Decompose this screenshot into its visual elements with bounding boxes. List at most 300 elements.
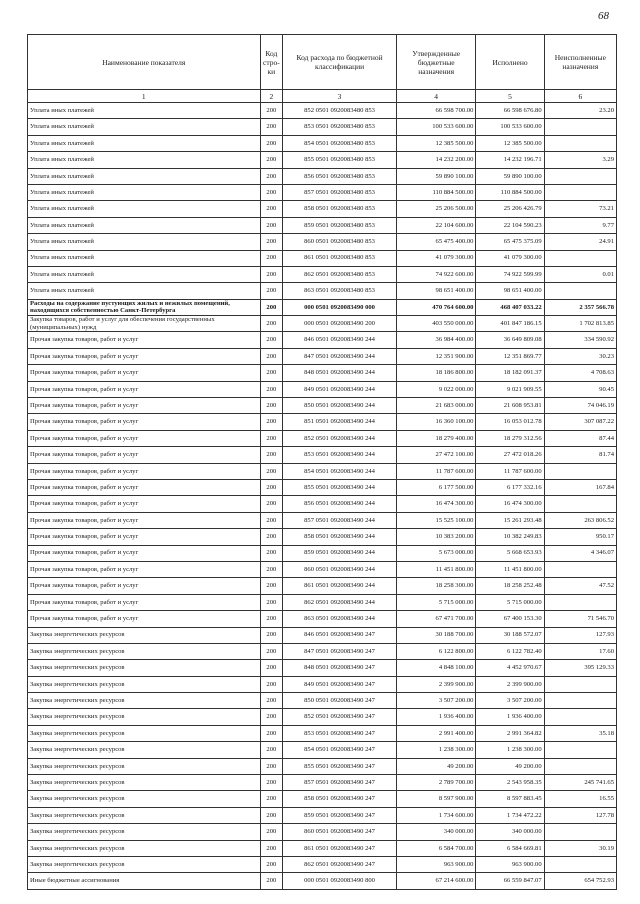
cell-unexecuted (544, 693, 616, 709)
column-number-row (28, 90, 617, 103)
cell-approved: 14 232 200.00 (396, 152, 476, 168)
cell-expense-code: 000 0501 0920083490 800 (283, 873, 397, 889)
cell-approved: 18 279 400.00 (396, 430, 476, 446)
cell-executed: 74 922 599.99 (476, 266, 544, 282)
cell-executed: 18 279 312.56 (476, 430, 544, 446)
cell-approved: 100 533 600.00 (396, 119, 476, 135)
cell-expense-code: 846 0501 0920083490 244 (283, 332, 397, 348)
table-row (28, 611, 617, 627)
cell-expense-code: 857 0501 0920083490 247 (283, 775, 397, 791)
cell-line-code: 200 (260, 496, 283, 512)
cell-unexecuted (544, 184, 616, 200)
cell-approved: 41 079 300.00 (396, 250, 476, 266)
cell-unexecuted: 81.74 (544, 447, 616, 463)
cell-line-code: 200 (260, 135, 283, 151)
cell-approved: 11 787 600.00 (396, 463, 476, 479)
cell-line-code: 200 (260, 824, 283, 840)
cell-expense-code: 848 0501 0920083490 244 (283, 365, 397, 381)
header-approved: Утвержденные бюджетные назначения (396, 35, 476, 90)
cell-expense-code: 856 0501 0920083480 853 (283, 168, 397, 184)
cell-unexecuted: 30.23 (544, 348, 616, 364)
cell-expense-code: 861 0501 0920083480 853 (283, 250, 397, 266)
cell-indicator-name: Прочая закупка товаров, работ и услуг (28, 430, 261, 446)
cell-approved: 98 651 400.00 (396, 283, 476, 299)
cell-unexecuted: 90.45 (544, 381, 616, 397)
header-unexecuted: Неисполненные назначения (544, 35, 616, 90)
cell-line-code: 200 (260, 152, 283, 168)
cell-expense-code: 855 0501 0920083490 244 (283, 479, 397, 495)
cell-approved: 5 715 000.00 (396, 594, 476, 610)
cell-executed: 11 451 800.00 (476, 561, 544, 577)
cell-unexecuted: 245 741.65 (544, 775, 616, 791)
cell-executed: 4 452 970.67 (476, 660, 544, 676)
cell-line-code: 200 (260, 725, 283, 741)
cell-unexecuted (544, 250, 616, 266)
cell-expense-code: 854 0501 0920083490 247 (283, 742, 397, 758)
cell-executed: 66 559 847.07 (476, 873, 544, 889)
cell-approved: 2 789 700.00 (396, 775, 476, 791)
cell-approved: 470 764 600.00 (396, 299, 476, 315)
cell-indicator-name: Прочая закупка товаров, работ и услуг (28, 381, 261, 397)
cell-unexecuted (544, 283, 616, 299)
cell-indicator-name: Уплата иных платежей (28, 250, 261, 266)
cell-expense-code: 852 0501 0920083490 244 (283, 430, 397, 446)
cell-executed: 340 000.00 (476, 824, 544, 840)
table-row (28, 758, 617, 774)
cell-indicator-name: Прочая закупка товаров, работ и услуг (28, 447, 261, 463)
table-row (28, 594, 617, 610)
cell-executed: 41 079 300.00 (476, 250, 544, 266)
cell-line-code: 200 (260, 201, 283, 217)
cell-line-code: 200 (260, 873, 283, 889)
cell-executed: 15 261 293.48 (476, 512, 544, 528)
table-row (28, 578, 617, 594)
table-row (28, 168, 617, 184)
cell-indicator-name: Прочая закупка товаров, работ и услуг (28, 561, 261, 577)
cell-expense-code: 850 0501 0920083490 244 (283, 398, 397, 414)
cell-approved: 16 474 300.00 (396, 496, 476, 512)
cell-indicator-name: Закупка энергетических ресурсов (28, 807, 261, 823)
cell-expense-code: 000 0501 0920083490 200 (283, 316, 397, 332)
cell-approved: 403 550 000.00 (396, 316, 476, 332)
cell-indicator-name: Прочая закупка товаров, работ и услуг (28, 529, 261, 545)
table-row (28, 643, 617, 659)
cell-approved: 2 399 900.00 (396, 676, 476, 692)
cell-line-code: 200 (260, 119, 283, 135)
column-number: 3 (283, 90, 397, 103)
cell-indicator-name: Прочая закупка товаров, работ и услуг (28, 512, 261, 528)
cell-indicator-name: Закупка энергетических ресурсов (28, 627, 261, 643)
cell-line-code: 200 (260, 250, 283, 266)
column-number: 2 (260, 90, 283, 103)
cell-approved: 340 000.00 (396, 824, 476, 840)
table-row (28, 627, 617, 643)
cell-indicator-name: Уплата иных платежей (28, 103, 261, 119)
cell-unexecuted: 16.55 (544, 791, 616, 807)
cell-line-code: 200 (260, 430, 283, 446)
column-number: 1 (28, 90, 261, 103)
cell-line-code: 200 (260, 693, 283, 709)
cell-unexecuted (544, 742, 616, 758)
cell-indicator-name: Уплата иных платежей (28, 135, 261, 151)
cell-unexecuted: 1 702 813.85 (544, 316, 616, 332)
cell-line-code: 200 (260, 643, 283, 659)
cell-executed: 59 890 100.00 (476, 168, 544, 184)
cell-unexecuted: 127.93 (544, 627, 616, 643)
table-row (28, 479, 617, 495)
table-row (28, 561, 617, 577)
cell-unexecuted: 127.78 (544, 807, 616, 823)
cell-expense-code: 850 0501 0920083490 247 (283, 693, 397, 709)
cell-line-code: 200 (260, 184, 283, 200)
table-row (28, 332, 617, 348)
cell-unexecuted: 71 546.70 (544, 611, 616, 627)
cell-executed: 67 400 153.30 (476, 611, 544, 627)
cell-executed: 1 734 472.22 (476, 807, 544, 823)
table-row (28, 119, 617, 135)
cell-line-code: 200 (260, 840, 283, 856)
cell-expense-code: 859 0501 0920083490 247 (283, 807, 397, 823)
table-row (28, 529, 617, 545)
cell-approved: 1 936 400.00 (396, 709, 476, 725)
cell-approved: 12 351 900.00 (396, 348, 476, 364)
cell-expense-code: 861 0501 0920083490 247 (283, 840, 397, 856)
cell-approved: 12 385 500.00 (396, 135, 476, 151)
cell-approved: 6 122 800.00 (396, 643, 476, 659)
cell-expense-code: 862 0501 0920083490 247 (283, 856, 397, 872)
cell-indicator-name: Расходы на содержание пустующих жилых и нежилых помещений, находящихся собственностью Санкт-Петербурга (28, 299, 261, 315)
cell-expense-code: 863 0501 0920083480 853 (283, 283, 397, 299)
cell-expense-code: 854 0501 0920083490 244 (283, 463, 397, 479)
table-row (28, 398, 617, 414)
table-row (28, 152, 617, 168)
table-row (28, 266, 617, 282)
cell-executed: 30 188 572.07 (476, 627, 544, 643)
cell-unexecuted (544, 496, 616, 512)
cell-approved: 11 451 800.00 (396, 561, 476, 577)
cell-line-code: 200 (260, 283, 283, 299)
cell-indicator-name: Закупка энергетических ресурсов (28, 643, 261, 659)
cell-line-code: 200 (260, 217, 283, 233)
cell-line-code: 200 (260, 529, 283, 545)
cell-expense-code: 855 0501 0920083480 853 (283, 152, 397, 168)
table-row (28, 676, 617, 692)
column-number: 5 (476, 90, 544, 103)
table-row (28, 856, 617, 872)
cell-line-code: 200 (260, 758, 283, 774)
table-row (28, 725, 617, 741)
header-expense-code: Код расхода по бюджетной классификации (283, 35, 397, 90)
cell-executed: 468 407 033.22 (476, 299, 544, 315)
cell-expense-code: 858 0501 0920083490 247 (283, 791, 397, 807)
cell-unexecuted (544, 561, 616, 577)
cell-line-code: 200 (260, 266, 283, 282)
header-line-code: Код стро-ки (260, 35, 283, 90)
cell-line-code: 200 (260, 316, 283, 332)
cell-indicator-name: Уплата иных платежей (28, 152, 261, 168)
cell-indicator-name: Уплата иных платежей (28, 168, 261, 184)
cell-indicator-name: Закупка энергетических ресурсов (28, 660, 261, 676)
table-row (28, 414, 617, 430)
cell-unexecuted (544, 463, 616, 479)
cell-approved: 16 360 100.00 (396, 414, 476, 430)
cell-line-code: 200 (260, 856, 283, 872)
cell-approved: 36 984 400.00 (396, 332, 476, 348)
table-row (28, 447, 617, 463)
table-row (28, 709, 617, 725)
cell-unexecuted: 47.52 (544, 578, 616, 594)
cell-executed: 2 543 958.35 (476, 775, 544, 791)
cell-executed: 22 104 590.23 (476, 217, 544, 233)
cell-indicator-name: Закупка энергетических ресурсов (28, 676, 261, 692)
cell-unexecuted (544, 594, 616, 610)
cell-approved: 8 597 900.00 (396, 791, 476, 807)
cell-executed: 27 472 018.26 (476, 447, 544, 463)
cell-executed: 66 598 676.80 (476, 103, 544, 119)
cell-approved: 21 683 000.00 (396, 398, 476, 414)
cell-line-code: 200 (260, 234, 283, 250)
cell-expense-code: 854 0501 0920083480 853 (283, 135, 397, 151)
cell-indicator-name: Прочая закупка товаров, работ и услуг (28, 578, 261, 594)
cell-executed: 16 053 012.78 (476, 414, 544, 430)
column-number: 4 (396, 90, 476, 103)
cell-expense-code: 852 0501 0920083480 853 (283, 103, 397, 119)
table-row (28, 545, 617, 561)
table-row (28, 348, 617, 364)
cell-executed: 1 936 400.00 (476, 709, 544, 725)
cell-indicator-name: Закупка энергетических ресурсов (28, 709, 261, 725)
cell-line-code: 200 (260, 791, 283, 807)
cell-line-code: 200 (260, 660, 283, 676)
table-row (28, 807, 617, 823)
cell-line-code: 200 (260, 463, 283, 479)
cell-unexecuted (544, 856, 616, 872)
cell-expense-code: 862 0501 0920083480 853 (283, 266, 397, 282)
table-row (28, 234, 617, 250)
cell-line-code: 200 (260, 578, 283, 594)
cell-expense-code: 000 0501 0920083490 000 (283, 299, 397, 315)
cell-executed: 6 584 669.81 (476, 840, 544, 856)
page-number: 68 (598, 10, 609, 22)
cell-indicator-name: Закупка энергетических ресурсов (28, 742, 261, 758)
cell-expense-code: 857 0501 0920083490 244 (283, 512, 397, 528)
cell-approved: 18 186 800.00 (396, 365, 476, 381)
cell-executed: 110 884 500.00 (476, 184, 544, 200)
cell-approved: 25 206 500.00 (396, 201, 476, 217)
cell-executed: 18 182 091.37 (476, 365, 544, 381)
cell-expense-code: 855 0501 0920083490 247 (283, 758, 397, 774)
cell-indicator-name: Иные бюджетные ассигнования (28, 873, 261, 889)
cell-expense-code: 858 0501 0920083480 853 (283, 201, 397, 217)
cell-indicator-name: Уплата иных платежей (28, 266, 261, 282)
cell-indicator-name: Закупка энергетических ресурсов (28, 791, 261, 807)
cell-unexecuted: 0.01 (544, 266, 616, 282)
cell-indicator-name: Закупка энергетических ресурсов (28, 758, 261, 774)
cell-approved: 963 900.00 (396, 856, 476, 872)
cell-indicator-name: Закупка энергетических ресурсов (28, 840, 261, 856)
cell-approved: 1 238 300.00 (396, 742, 476, 758)
cell-executed: 3 507 200.00 (476, 693, 544, 709)
cell-approved: 4 848 100.00 (396, 660, 476, 676)
table-row (28, 135, 617, 151)
cell-executed: 65 475 375.09 (476, 234, 544, 250)
cell-line-code: 200 (260, 627, 283, 643)
cell-indicator-name: Закупка энергетических ресурсов (28, 824, 261, 840)
cell-indicator-name: Уплата иных платежей (28, 217, 261, 233)
cell-unexecuted (544, 758, 616, 774)
cell-executed: 36 649 809.08 (476, 332, 544, 348)
cell-indicator-name: Прочая закупка товаров, работ и услуг (28, 594, 261, 610)
cell-executed: 6 122 782.40 (476, 643, 544, 659)
cell-expense-code: 857 0501 0920083480 853 (283, 184, 397, 200)
cell-executed: 98 651 400.00 (476, 283, 544, 299)
cell-approved: 3 507 200.00 (396, 693, 476, 709)
cell-executed: 18 258 252.48 (476, 578, 544, 594)
cell-unexecuted: 167.84 (544, 479, 616, 495)
cell-expense-code: 853 0501 0920083490 247 (283, 725, 397, 741)
cell-executed: 963 900.00 (476, 856, 544, 872)
cell-executed: 100 533 600.00 (476, 119, 544, 135)
cell-expense-code: 860 0501 0920083490 244 (283, 561, 397, 577)
cell-approved: 49 200.00 (396, 758, 476, 774)
cell-executed: 5 668 653.93 (476, 545, 544, 561)
cell-unexecuted (544, 168, 616, 184)
cell-executed: 25 206 426.79 (476, 201, 544, 217)
cell-approved: 6 584 700.00 (396, 840, 476, 856)
table-row (28, 184, 617, 200)
cell-expense-code: 846 0501 0920083490 247 (283, 627, 397, 643)
cell-expense-code: 858 0501 0920083490 244 (283, 529, 397, 545)
cell-executed: 6 177 332.16 (476, 479, 544, 495)
table-row (28, 693, 617, 709)
cell-approved: 2 991 400.00 (396, 725, 476, 741)
cell-executed: 16 474 300.00 (476, 496, 544, 512)
cell-indicator-name: Прочая закупка товаров, работ и услуг (28, 414, 261, 430)
cell-unexecuted: 4 346.07 (544, 545, 616, 561)
cell-executed: 401 847 186.15 (476, 316, 544, 332)
cell-expense-code: 859 0501 0920083480 853 (283, 217, 397, 233)
cell-executed: 49 200.00 (476, 758, 544, 774)
cell-unexecuted: 654 752.93 (544, 873, 616, 889)
table-row (28, 463, 617, 479)
cell-indicator-name: Закупка энергетических ресурсов (28, 775, 261, 791)
cell-executed: 21 608 953.81 (476, 398, 544, 414)
cell-unexecuted: 30.19 (544, 840, 616, 856)
cell-indicator-name: Прочая закупка товаров, работ и услуг (28, 496, 261, 512)
cell-expense-code: 863 0501 0920083490 244 (283, 611, 397, 627)
cell-indicator-name: Уплата иных платежей (28, 201, 261, 217)
cell-line-code: 200 (260, 398, 283, 414)
cell-expense-code: 848 0501 0920083490 247 (283, 660, 397, 676)
cell-unexecuted (544, 824, 616, 840)
table-row (28, 742, 617, 758)
cell-indicator-name: Прочая закупка товаров, работ и услуг (28, 348, 261, 364)
cell-indicator-name: Прочая закупка товаров, работ и услуг (28, 479, 261, 495)
table-row (28, 103, 617, 119)
cell-approved: 74 922 600.00 (396, 266, 476, 282)
cell-unexecuted: 74 046.19 (544, 398, 616, 414)
cell-unexecuted: 950.17 (544, 529, 616, 545)
header-indicator-name: Наименование показателя (28, 35, 261, 90)
cell-unexecuted (544, 135, 616, 151)
cell-line-code: 200 (260, 512, 283, 528)
cell-indicator-name: Уплата иных платежей (28, 184, 261, 200)
cell-executed: 9 021 909.55 (476, 381, 544, 397)
cell-indicator-name: Прочая закупка товаров, работ и услуг (28, 463, 261, 479)
cell-unexecuted: 17.60 (544, 643, 616, 659)
cell-expense-code: 859 0501 0920083490 244 (283, 545, 397, 561)
cell-unexecuted (544, 709, 616, 725)
cell-approved: 9 022 000.00 (396, 381, 476, 397)
cell-indicator-name: Прочая закупка товаров, работ и услуг (28, 398, 261, 414)
cell-approved: 1 734 600.00 (396, 807, 476, 823)
cell-expense-code: 860 0501 0920083480 853 (283, 234, 397, 250)
cell-expense-code: 853 0501 0920083480 853 (283, 119, 397, 135)
table-row (28, 217, 617, 233)
cell-unexecuted: 87.44 (544, 430, 616, 446)
cell-line-code: 200 (260, 742, 283, 758)
cell-unexecuted: 73.21 (544, 201, 616, 217)
cell-line-code: 200 (260, 611, 283, 627)
table-body (28, 103, 617, 890)
table-row (28, 775, 617, 791)
table-row (28, 316, 617, 332)
budget-execution-table (27, 34, 617, 890)
cell-executed: 1 238 300.00 (476, 742, 544, 758)
cell-expense-code: 849 0501 0920083490 247 (283, 676, 397, 692)
cell-approved: 65 475 400.00 (396, 234, 476, 250)
cell-executed: 12 385 500.00 (476, 135, 544, 151)
cell-indicator-name: Уплата иных платежей (28, 119, 261, 135)
cell-indicator-name: Прочая закупка товаров, работ и услуг (28, 611, 261, 627)
cell-indicator-name: Прочая закупка товаров, работ и услуг (28, 545, 261, 561)
cell-approved: 67 214 600.00 (396, 873, 476, 889)
table-row (28, 496, 617, 512)
cell-line-code: 200 (260, 676, 283, 692)
cell-approved: 6 177 500.00 (396, 479, 476, 495)
cell-indicator-name: Закупка товаров, работ и услуг для обеспечения государственных (муниципальных) нужд (28, 316, 261, 332)
cell-unexecuted: 3.29 (544, 152, 616, 168)
cell-approved: 59 890 100.00 (396, 168, 476, 184)
cell-expense-code: 849 0501 0920083490 244 (283, 381, 397, 397)
cell-line-code: 200 (260, 103, 283, 119)
cell-approved: 10 383 200.00 (396, 529, 476, 545)
cell-expense-code: 847 0501 0920083490 247 (283, 643, 397, 659)
cell-line-code: 200 (260, 447, 283, 463)
cell-approved: 30 188 700.00 (396, 627, 476, 643)
table-row (28, 299, 617, 315)
cell-line-code: 200 (260, 594, 283, 610)
cell-expense-code: 860 0501 0920083490 247 (283, 824, 397, 840)
table-row (28, 791, 617, 807)
table-row (28, 824, 617, 840)
table-header-row (28, 35, 617, 90)
cell-line-code: 200 (260, 709, 283, 725)
cell-indicator-name: Прочая закупка товаров, работ и услуг (28, 365, 261, 381)
cell-unexecuted: 4 708.63 (544, 365, 616, 381)
header-executed: Исполнено (476, 35, 544, 90)
cell-executed: 12 351 869.77 (476, 348, 544, 364)
cell-executed: 10 382 249.83 (476, 529, 544, 545)
cell-indicator-name: Уплата иных платежей (28, 283, 261, 299)
cell-unexecuted: 395 129.33 (544, 660, 616, 676)
cell-approved: 27 472 100.00 (396, 447, 476, 463)
cell-indicator-name: Закупка энергетических ресурсов (28, 725, 261, 741)
cell-approved: 110 884 500.00 (396, 184, 476, 200)
table-row (28, 873, 617, 889)
cell-approved: 18 258 300.00 (396, 578, 476, 594)
table-row (28, 365, 617, 381)
